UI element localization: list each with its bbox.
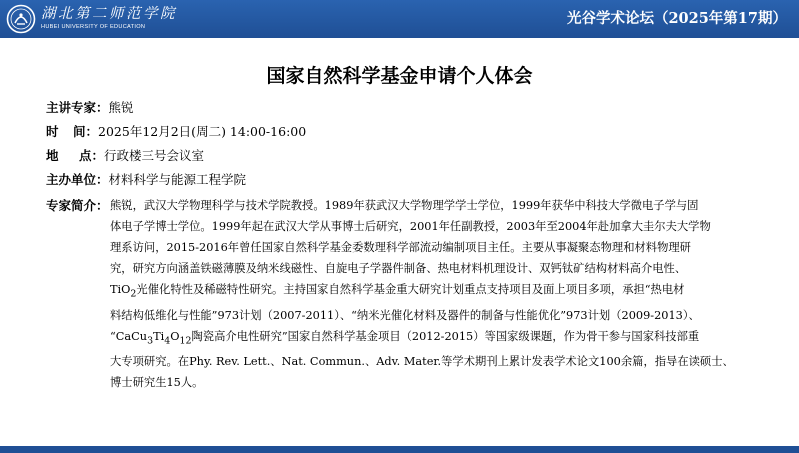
bio-line-text: 陶瓷高介电性研究”国家自然科学基金项目（2012-2015）等国家级课题，作为骨干参与国家科技部重 bbox=[191, 329, 700, 343]
place-row bbox=[46, 145, 204, 167]
speaker-label: 主讲专家： bbox=[46, 100, 109, 115]
formula-part: Ti bbox=[153, 329, 165, 343]
formula-tio2 bbox=[110, 283, 137, 300]
formula-tio2-base: TiO bbox=[110, 283, 131, 297]
header-bar bbox=[0, 0, 799, 38]
bio-line: 料结构低维化与性能”973计划（2007-2011）、“纳米光催化材料及器件的制备与性能优化”973计划（2009-2013）、 bbox=[110, 308, 700, 322]
formula-part: CaCu bbox=[115, 329, 148, 343]
logo-english-name: HUBEI UNIVERSITY OF EDUCATION bbox=[41, 24, 146, 30]
bio-line: 究，研究方向涵盖铁磁薄膜及纳米线磁性、自旋电子学器件制备、热电材料机理设计、双钙钛矿结构材料高介电性、 bbox=[110, 262, 687, 276]
bio-line: 熊锐，武汉大学物理科学与技术学院教授。1989年获武汉大学物理学学士学位，1999年获华中科技大学微电子学与固 bbox=[110, 199, 699, 212]
host-label: 主办单位： bbox=[46, 172, 109, 187]
bio-line: 理系访问，2015-2016年曾任国家自然科学基金委数理科学部流动编制项目主任。主要从事凝聚态物理和材料物理研 bbox=[110, 241, 691, 255]
formula-part: O bbox=[170, 329, 180, 343]
time-label-part2: 间： bbox=[73, 124, 99, 139]
formula-quote: “ bbox=[110, 329, 116, 343]
formula-sub: 3 bbox=[147, 335, 154, 347]
host-row bbox=[46, 169, 246, 191]
university-logo bbox=[6, 3, 177, 35]
logo-text bbox=[41, 6, 177, 32]
logo-chinese-name: 湖北第二师范学院 bbox=[41, 6, 177, 22]
bottom-bar bbox=[0, 446, 799, 453]
bio-line: 体电子学博士学位。1999年起在武汉大学从事博士后研究，2001年任副教授，2003年至2004年赴加拿大圭尔夫大学物 bbox=[110, 220, 711, 234]
page-title: 国家自然科学基金申请个人体会 bbox=[266, 65, 533, 87]
speaker-bio bbox=[46, 195, 766, 393]
host-value: 材料科学与能源工程学院 bbox=[108, 172, 247, 187]
formula-sub: 12 bbox=[179, 335, 192, 347]
formula-ccto bbox=[110, 329, 192, 347]
forum-title: 光谷学术论坛（2025年第17期） bbox=[566, 10, 787, 27]
university-emblem-icon bbox=[6, 4, 36, 34]
bio-line-formula bbox=[110, 279, 766, 304]
bio-label: 专家简介： bbox=[46, 198, 109, 213]
speaker-row bbox=[46, 97, 134, 119]
place-label-part2: 点： bbox=[79, 148, 105, 163]
time-row bbox=[46, 121, 306, 143]
bio-line-text: 光催化特性及稀磁特性研究。主持国家自然科学基金重大研究计划重点支持项目及面上项目多项，承担“热电材 bbox=[136, 283, 685, 297]
bio-line: 大专项研究。在Phy. Rev. Lett.、Nat. Commun.、Adv. Mater.等学术期刊上累计发表学术论文100余篇，指导在读硕士、 bbox=[110, 355, 734, 369]
speaker-value: 熊锐 bbox=[108, 100, 134, 115]
bio-line-formula bbox=[110, 326, 766, 351]
formula-tio2-sub: 2 bbox=[130, 288, 137, 300]
time-label-part1: 时 bbox=[46, 124, 59, 139]
formula-sub: 4 bbox=[164, 335, 171, 347]
time-value: 2025年12月2日(周二) 14:00-16:00 bbox=[98, 124, 307, 139]
place-label-part1: 地 bbox=[46, 148, 59, 163]
place-value: 行政楼三号会议室 bbox=[104, 148, 205, 163]
bio-line: 博士研究生15人。 bbox=[110, 376, 204, 390]
